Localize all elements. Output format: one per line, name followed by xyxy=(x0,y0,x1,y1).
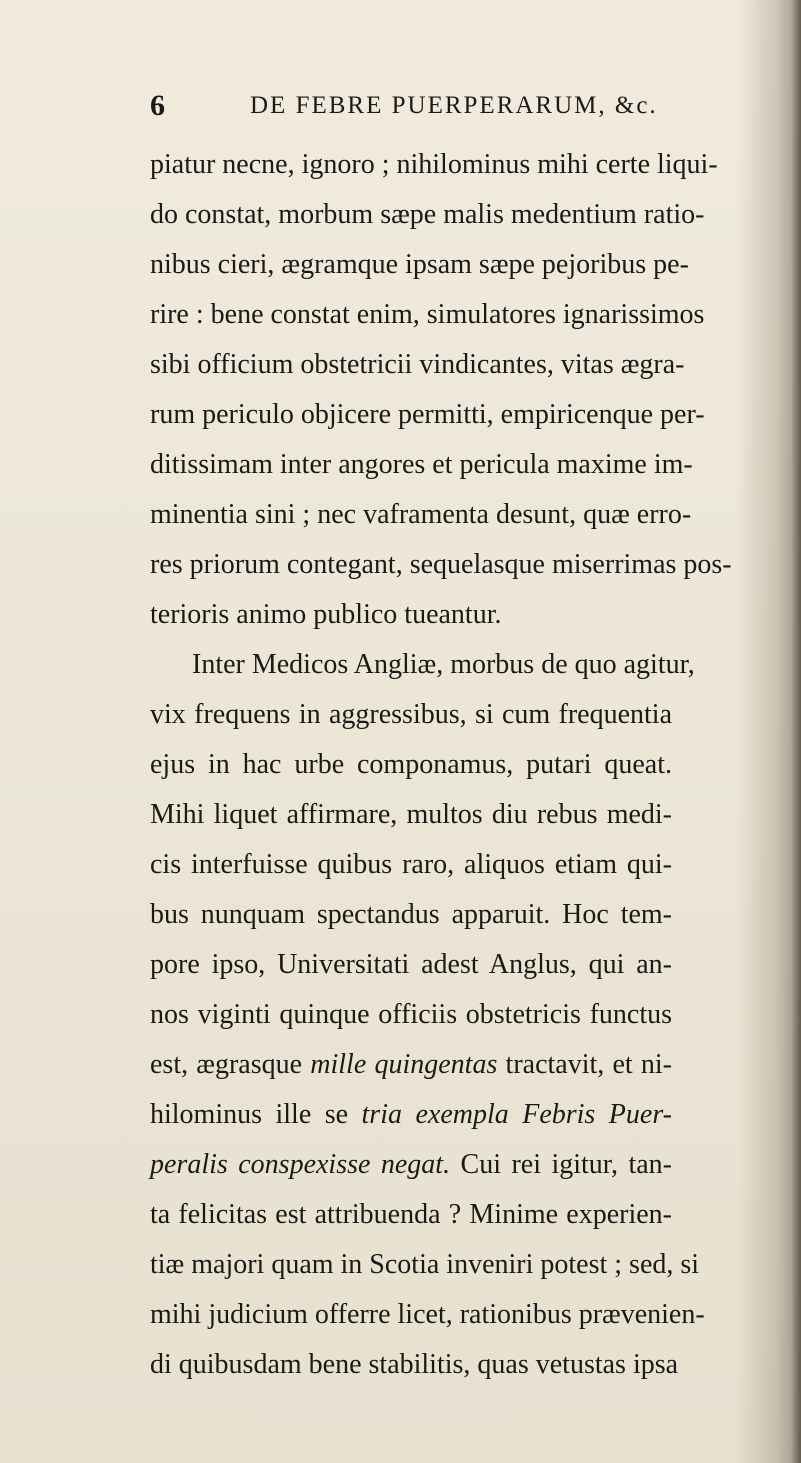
italic-phrase: peralis conspexisse negat. xyxy=(150,1149,451,1180)
text-line: rire : bene constat enim, simulatores ignarissimos xyxy=(150,299,705,330)
italic-phrase: mille quingentas xyxy=(310,1049,498,1080)
text-line: ta felicitas est attribuenda ? Minime experien- xyxy=(150,1199,672,1230)
text-line: ejus in hac urbe componamus, putari queat. xyxy=(150,749,672,780)
text-line: ditissimam inter angores et pericula maxime im- xyxy=(150,449,693,480)
text-line: res priorum contegant, sequelasque miserrimas pos- xyxy=(150,549,732,580)
page-edge-shadow xyxy=(791,0,801,1463)
text-line: nibus cieri, ægramque ipsam sæpe pejoribus pe- xyxy=(150,249,689,280)
body-text xyxy=(150,140,732,1390)
page-header xyxy=(150,86,670,126)
page-number: 6 xyxy=(150,89,165,122)
text-line: nos viginti quinque officiis obstetricis functus xyxy=(150,999,672,1030)
text-line: est, ægrasque mille quingentas tractavit, et ni- xyxy=(150,1049,672,1080)
text-line: Mihi liquet affirmare, multos diu rebus medi- xyxy=(150,799,672,830)
text-line: do constat, morbum sæpe malis medentium ratio- xyxy=(150,199,705,230)
text-line: di quibusdam bene stabilitis, quas vetustas ipsa xyxy=(150,1349,679,1380)
text-line: vix frequens in aggressibus, si cum frequentia xyxy=(150,699,672,730)
text-line: bus nunquam spectandus apparuit. Hoc tem- xyxy=(150,899,672,930)
italic-phrase: tria exempla Febris Puer- xyxy=(361,1099,672,1130)
text-line-paragraph-start: Inter Medicos Angliæ, morbus de quo agitur, xyxy=(192,649,695,680)
text-line: pore ipso, Universitati adest Anglus, qui an- xyxy=(150,949,672,980)
text-line: mihi judicium offerre licet, rationibus prævenien- xyxy=(150,1299,705,1330)
text-line: piatur necne, ignoro ; nihilominus mihi certe liqui- xyxy=(150,149,718,180)
text-line: minentia sini ; nec vaframenta desunt, quæ erro- xyxy=(150,499,692,530)
text-line: hilominus ille se tria exempla Febris Puer- xyxy=(150,1099,672,1130)
text-line: terioris animo publico tueantur. xyxy=(150,599,502,630)
text-line: peralis conspexisse negat. Cui rei igitur, tan- xyxy=(150,1149,672,1180)
text-line: cis interfuisse quibus raro, aliquos etiam qui- xyxy=(150,849,672,880)
text-line: tiæ majori quam in Scotia inveniri potest ; sed, si xyxy=(150,1249,700,1280)
text-line: rum periculo objicere permitti, empiricenque per- xyxy=(150,399,705,430)
running-title: DE FEBRE PUERPERARUM, &c. xyxy=(250,92,658,119)
text-line: sibi officium obstetricii vindicantes, vitas ægra- xyxy=(150,349,685,380)
